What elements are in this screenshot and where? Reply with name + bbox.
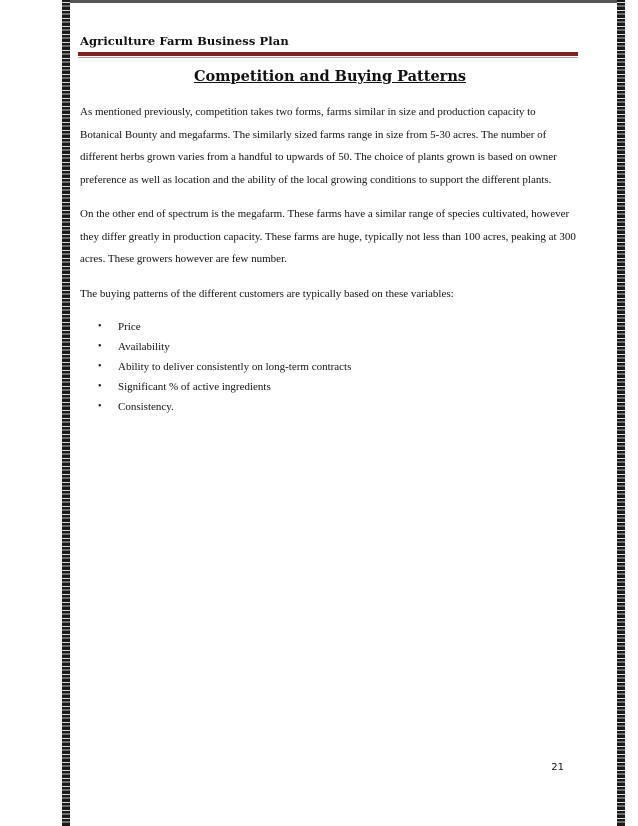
list-item [98, 377, 580, 397]
page-border-left [62, 0, 70, 826]
list-item-text: Ability to deliver consistently on long-term contracts [118, 361, 352, 373]
bullet-icon: • [98, 381, 102, 392]
paragraph-megafarm: On the other end of spectrum is the megafarm. These farms have a similar range of species cultivated, however they differ greatly in production capacity. These farms are huge, typically not less than 100 acres, peaking at 300 acres. These growers however are few number. [80, 208, 576, 265]
list-item [98, 337, 580, 357]
bullet-icon: • [98, 341, 102, 352]
header-rule [78, 52, 578, 56]
header-title: Agriculture Farm Business Plan [80, 34, 289, 48]
list-item-text: Consistency. [118, 401, 174, 413]
list-item-text: Availability [118, 341, 170, 353]
document-page [80, 0, 580, 826]
bullet-icon: • [98, 361, 102, 372]
list-item [98, 397, 580, 417]
body-content [80, 101, 580, 417]
page-header [80, 30, 580, 52]
bullet-icon: • [98, 321, 102, 332]
list-item [98, 357, 580, 377]
page-number: 21 [551, 762, 564, 773]
list-item-text: Price [118, 321, 141, 333]
header-rule-thin [78, 57, 578, 58]
section-title: Competition and Buying Patterns [193, 68, 467, 85]
paragraph-buying-patterns: The buying patterns of the different customers are typically based on these variables: [80, 287, 454, 300]
page-border-right [617, 0, 625, 826]
bullet-icon: • [98, 401, 102, 412]
paragraph-competition: As mentioned previously, competition takes two forms, farms similar in size and production capacity to Botanical Bounty and megafarms. The similarly sized farms range in size from 5-30 acres. The number of different herbs grown varies from a handful to upwards of 50. The choice of plants grown is based on owner preference as well as location and the ability of the local growing conditions to support the different plants. [80, 106, 557, 186]
variables-list [80, 317, 580, 417]
list-item-text: Significant % of active ingredients [118, 381, 271, 393]
list-item [98, 317, 580, 337]
